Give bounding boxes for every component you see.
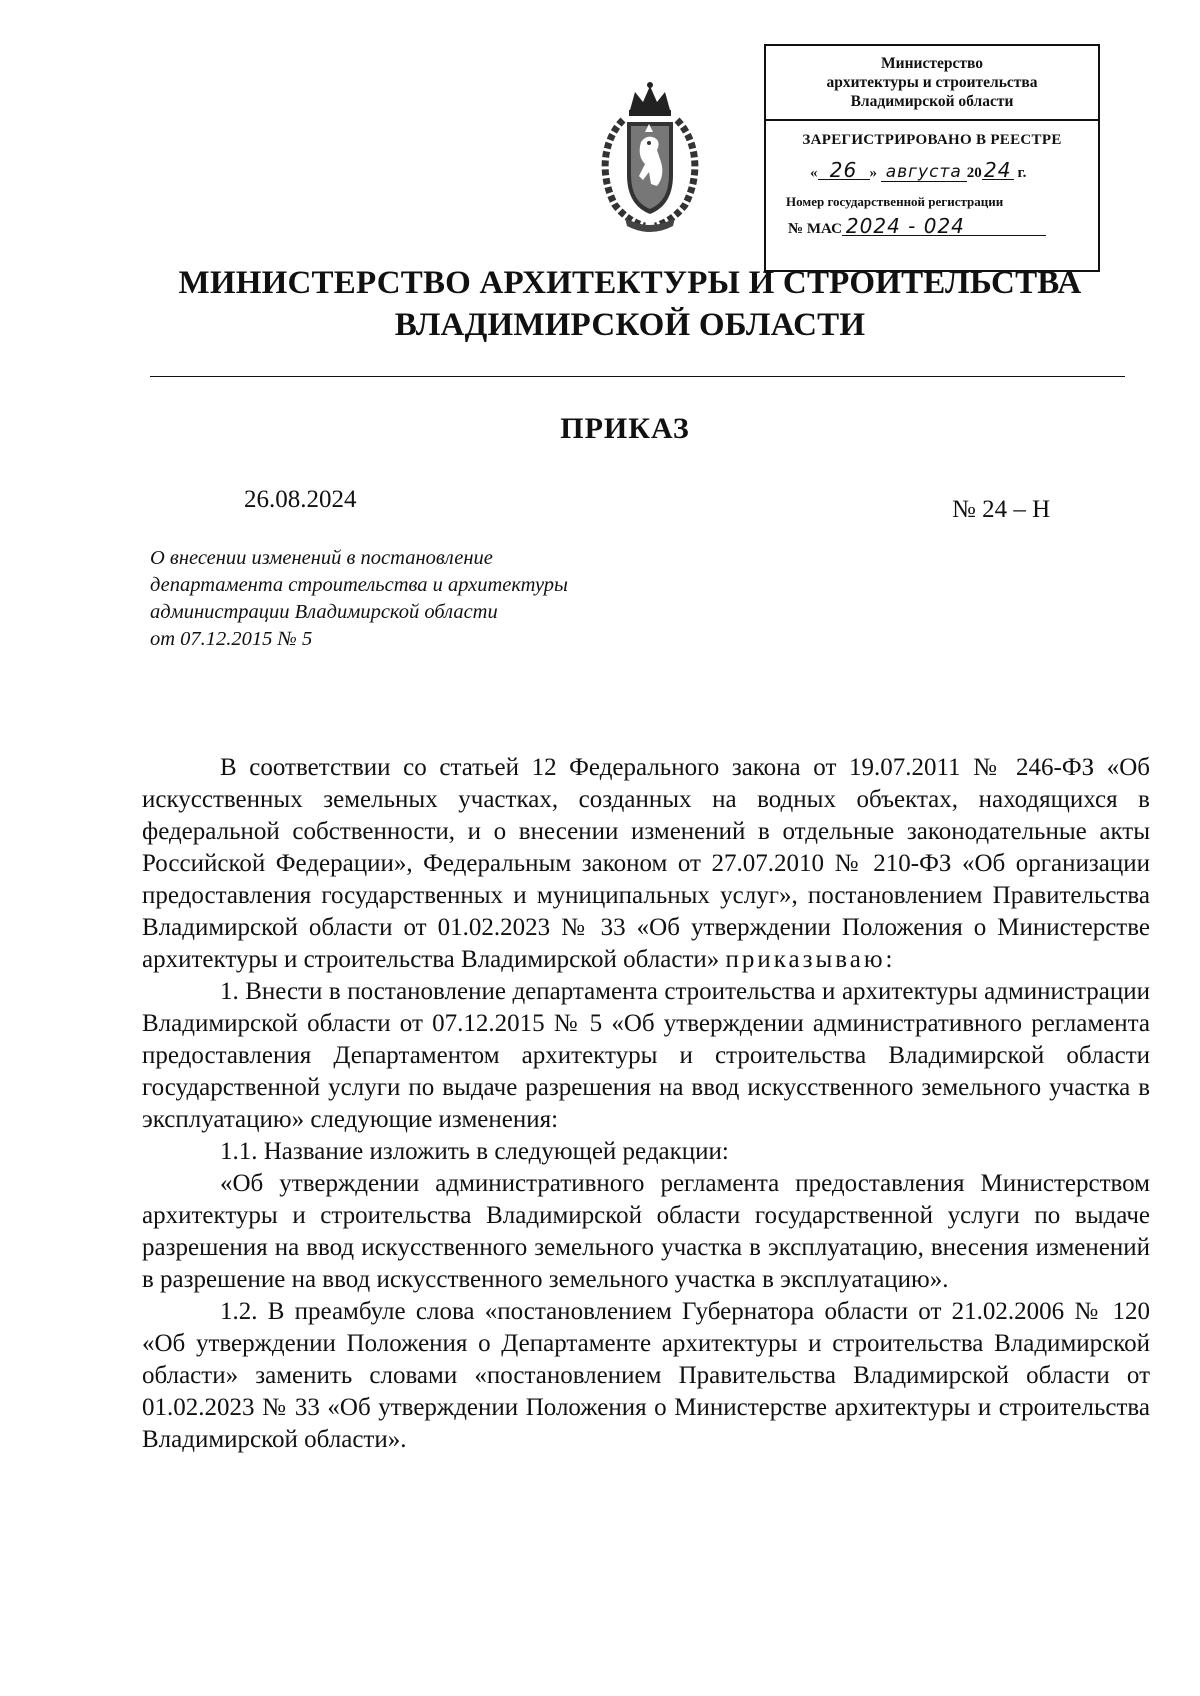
ministry-title (150, 262, 1110, 346)
stamp-org-line: Владимирской области (850, 93, 1014, 110)
stamp-mac-prefix: № МАС (788, 221, 842, 237)
body-paragraph: 1.1. Название изложить в следующей редакции: (220, 1138, 729, 1165)
registration-stamp (764, 44, 1100, 272)
header-divider (150, 376, 1125, 377)
ministry-title-line: ВЛАДИМИРСКОЙ ОБЛАСТИ (394, 307, 866, 343)
body-paragraph (142, 752, 1150, 976)
document-date: 26.08.2024 (244, 486, 357, 513)
stamp-date-year-unit: г. (1017, 165, 1027, 181)
stamp-registration-date: « 26 » августа 20 24 г. (810, 158, 1027, 182)
subject-line: администрации Владимирской области (150, 601, 498, 623)
body-paragraph: 1. Внести в постановление департамента строительства и архитектуры администрации Владимирской области от 07.12.2015 № 5 «Об утверждении административного регламента предоставления Департаментом архитектуры и строительства Владимирской области государственной услуги по выдаче разрешения на ввод искусственного земельного участка в эксплуатацию» следующие изменения: (142, 978, 1150, 1133)
coat-of-arms-icon (585, 80, 715, 232)
stamp-date-year-suffix: 24 (982, 161, 1014, 180)
stamp-date-day: 26 (818, 161, 870, 180)
stamp-mac-number (788, 214, 1098, 238)
stamp-regnum-label: Номер государственной регистрации (786, 194, 1004, 209)
preamble-text: В соответствии со статьей 12 Федерального закона от 19.07.2011 № 246-ФЗ «Об искусственных земельных участках, созданных на водных объектах, находящихся в федеральной собственности, и о внесении изменений в отдельные законодательные акты Российской Федерации», Федеральным законом от 27.07.2010 № 210-ФЗ «Об организации предоставления государственных и муниципальных услуг», постановлением Правительства Владимирской области от 01.02.2023 № 33 «Об утверждении Положения о Министерстве архитектуры и строительства Владимирской области» (142, 754, 1150, 973)
document-type: ПРИКАЗ (560, 412, 690, 445)
stamp-mac-value: 2024 - 024 (842, 217, 1046, 236)
document-body (142, 752, 1150, 1456)
document-subject (150, 545, 670, 653)
subject-line: О внесении изменений в постановление (150, 547, 493, 569)
body-paragraph: 1.2. В преамбуле слова «постановлением Губернатора области от 21.02.2006 № 120 «Об утверждении Положения о Департаменте архитектуры и строительства Владимирской области» заменить словами «постановлением Правительства Владимирской области от 01.02.2023 № 33 «Об утверждении Положения о Министерстве архитектуры и строительства Владимирской области». (142, 1298, 1150, 1453)
order-word: приказываю: (725, 946, 896, 973)
subject-line: от 07.12.2015 № 5 (150, 628, 313, 650)
stamp-date-year-prefix: 20 (966, 165, 982, 181)
stamp-org-line: архитектуры и строительства (826, 74, 1038, 91)
stamp-org-line: Министерство (881, 55, 983, 72)
stamp-organization (766, 46, 1098, 121)
stamp-date-month: августа (881, 163, 967, 182)
body-paragraph: «Об утверждении административного регламента предоставления Министерством архитектуры и строительства Владимирской области государственной услуги по выдаче разрешения на ввод искусственного земельного участка в эксплуатацию, внесения изменений в разрешение на ввод искусственного земельного участка в эксплуатацию». (142, 1170, 1150, 1293)
stamp-registered-label: ЗАРЕГИСТРИРОВАНО В РЕЕСТРЕ (802, 132, 1062, 148)
document-number: № 24 – Н (952, 496, 1051, 523)
ministry-title-line: МИНИСТЕРСТВО АРХИТЕКТУРЫ И СТРОИТЕЛЬСТВА (178, 265, 1082, 301)
subject-line: департамента строительства и архитектуры (150, 574, 568, 596)
